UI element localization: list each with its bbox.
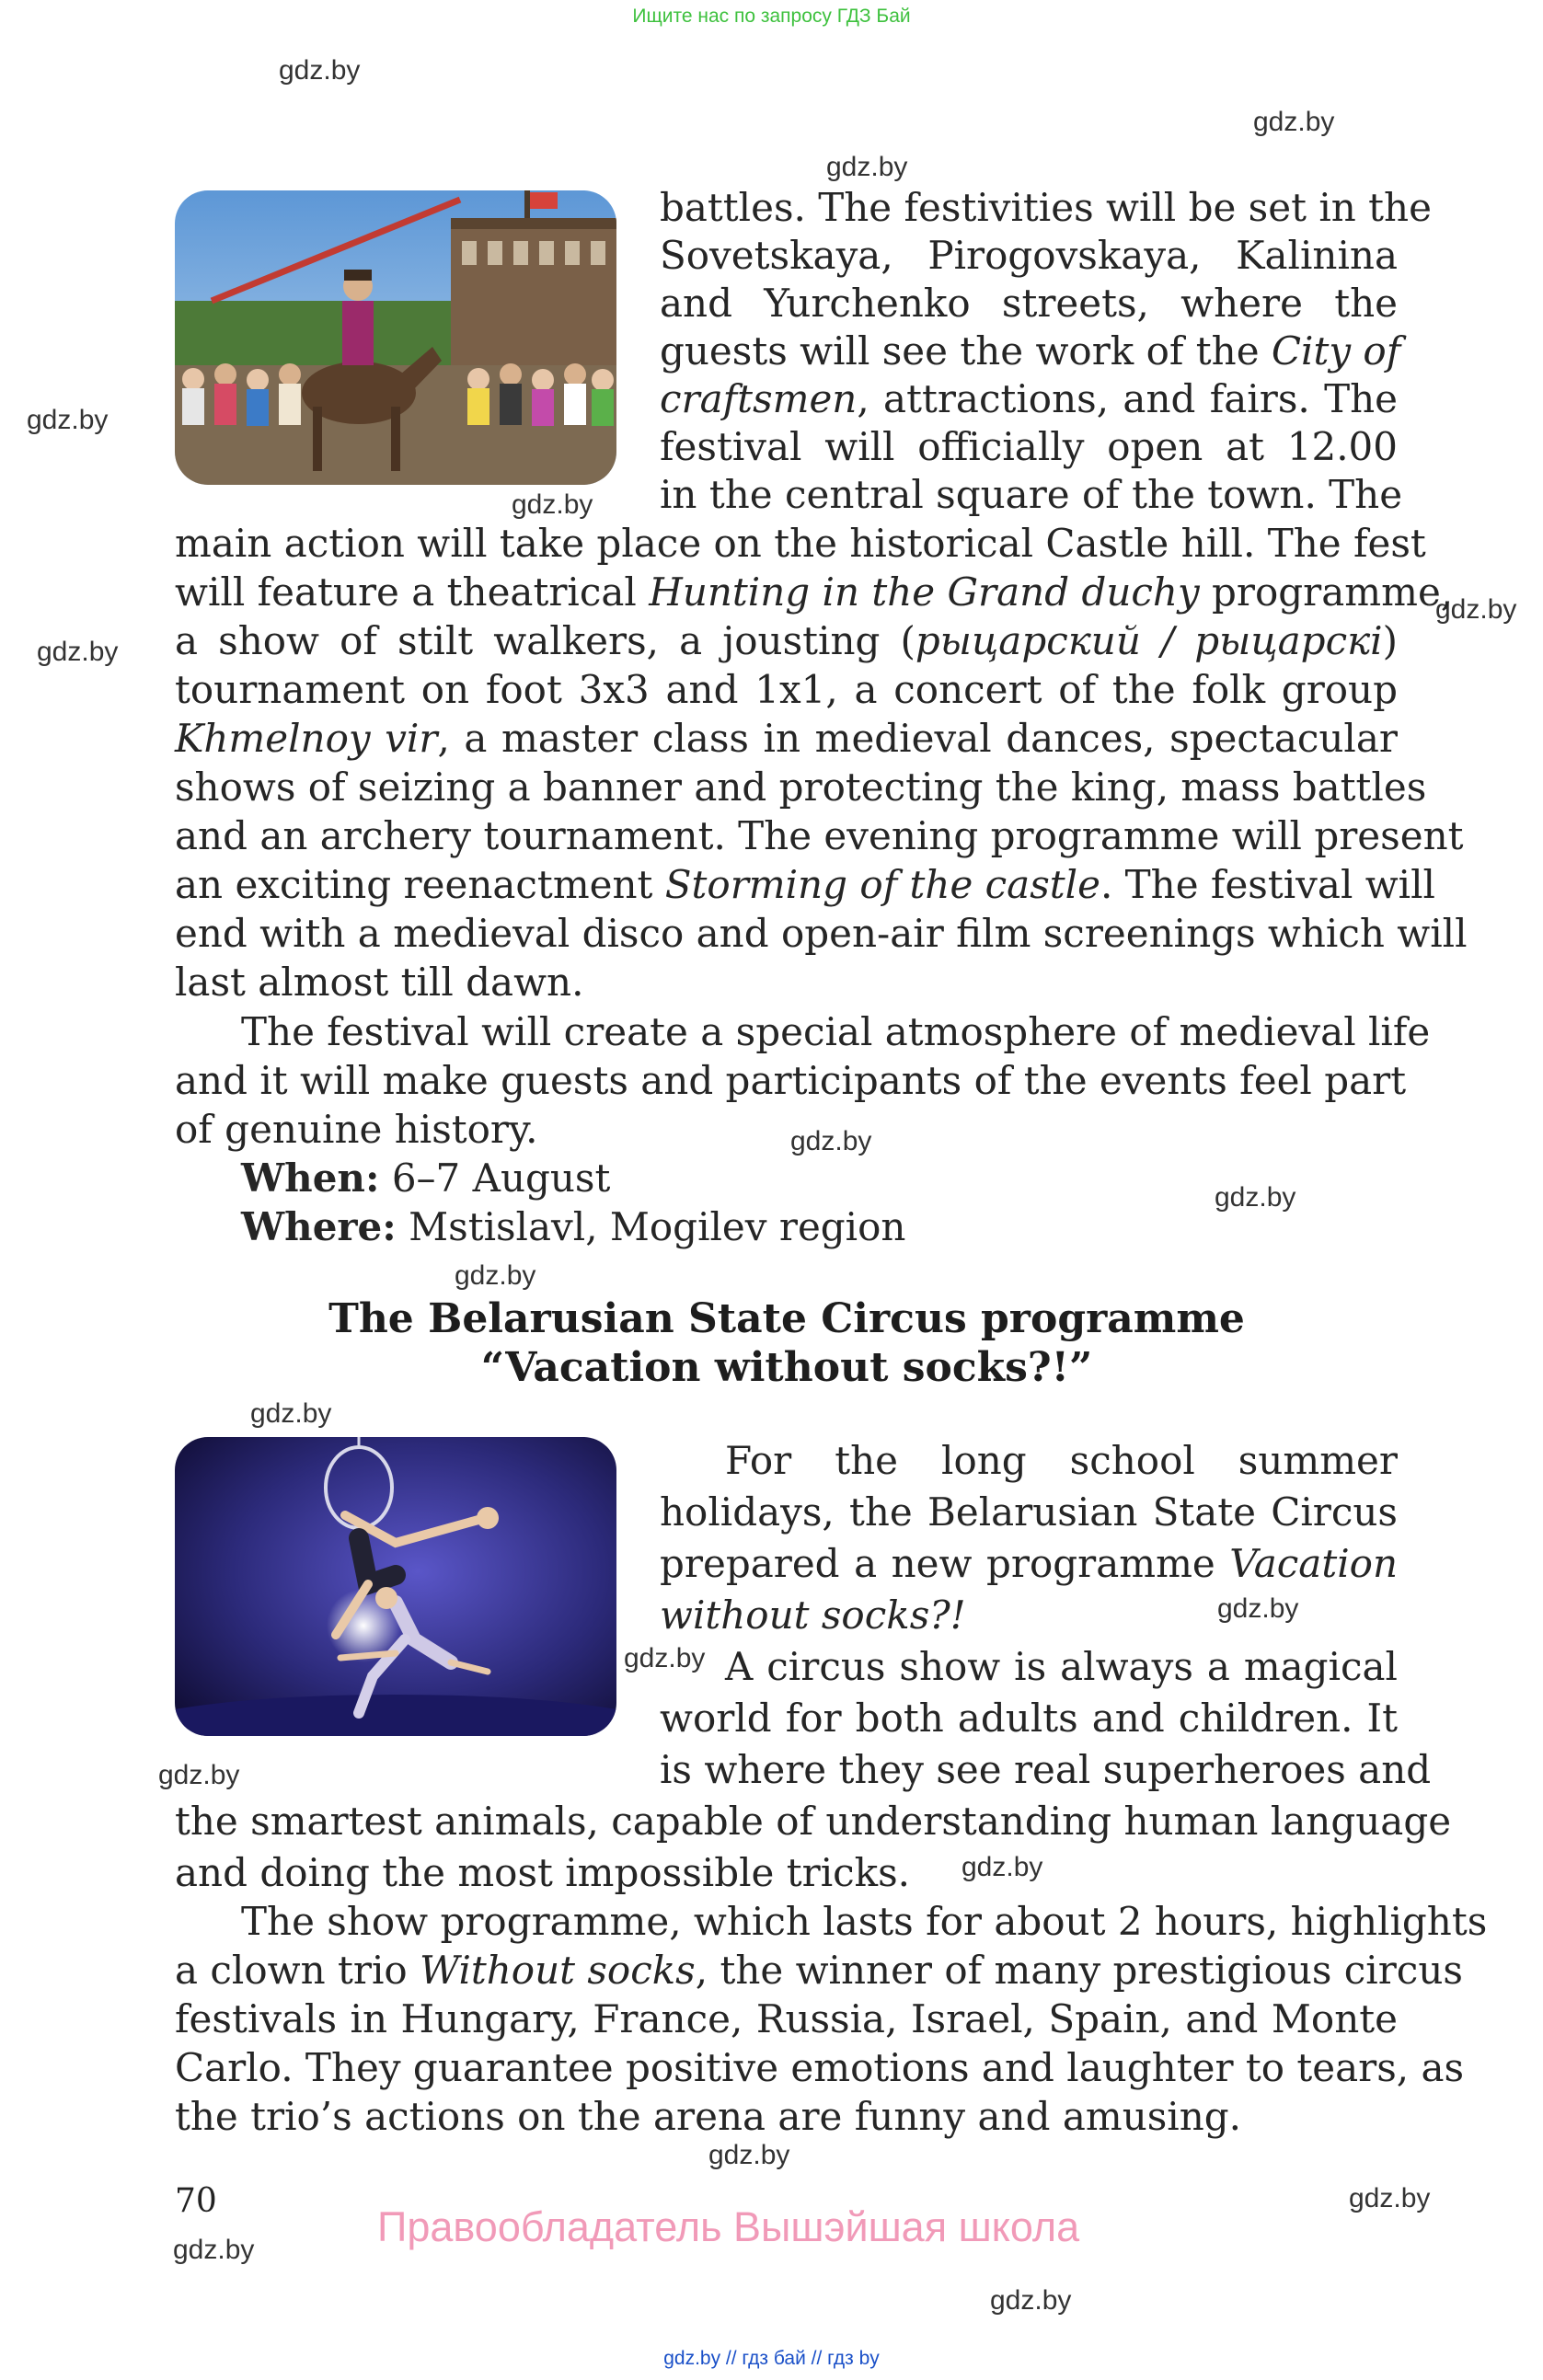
text-line: a show of stilt walkers, a jousting (рыцарский / рыцарскі) [175,618,1398,663]
watermark: gdz.by [1435,594,1517,625]
text-line: of genuine history. [175,1107,538,1152]
text-line: festivals in Hungary, France, Russia, Israel, Spain, and Monte [175,1996,1398,2041]
watermark: gdz.by [173,2235,255,2265]
text-line: For the long school summer [725,1438,1398,1483]
section-heading-subtitle: “Vacation without socks?!” [480,1344,1093,1391]
text-line: shows of seizing a banner and protecting the king, mass battles [175,765,1427,810]
where-line: Where: Mstislavl, Mogilev region [241,1204,906,1249]
text-line: the smartest animals, capable of understanding human language [175,1799,1452,1844]
text-line: Khmelnoy vir, a master class in medieval dances, spectacular [175,716,1398,761]
rights-holder: Правообладатель Вышэйшая школа [377,2203,1080,2250]
watermark: gdz.by [158,1760,240,1790]
text-line: A circus show is always a magical [725,1644,1398,1689]
footer-links[interactable]: gdz.by // гдз бай // гдз by [663,2348,880,2369]
text-line: in the central square of the town. The [660,472,1403,517]
watermark: gdz.by [990,2285,1072,2316]
text-line: is where they see real superheroes and [660,1747,1432,1792]
text-line: a clown trio Without socks, the winner of many prestigious circus [175,1948,1463,1993]
watermark: gdz.by [512,489,593,520]
text-line: guests will see the work of the City of [660,328,1401,374]
text-line: tournament on foot 3x3 and 1x1, a concert of the folk group [175,667,1398,712]
text-line: The festival will create a special atmosphere of medieval life [241,1009,1431,1054]
text-line: The show programme, which lasts for about 2 hours, highlights [241,1899,1488,1944]
text-line: and doing the most impossible tricks. [175,1850,911,1895]
watermark: gdz.by [1217,1593,1299,1624]
text-line: battles. The festivities will be set in the [660,185,1432,230]
text-line: and an archery tournament. The evening programme will present [175,813,1464,858]
text-line: the trio’s actions on the arena are funny and amusing. [175,2094,1242,2139]
watermark: gdz.by [708,2140,790,2170]
text-line: main action will take place on the historical Castle hill. The fest [175,521,1426,566]
page-number: 70 [175,2182,217,2220]
watermark: gdz.by [1349,2183,1431,2213]
text-line: an exciting reenactment Storming of the castle. The festival will [175,862,1435,907]
watermark: gdz.by [37,637,119,667]
watermark: gdz.by [250,1398,332,1429]
when-line: When: 6–7 August [241,1156,611,1201]
watermark: gdz.by [27,405,109,435]
festival-rider-photo [175,190,616,485]
text-line: Carlo. They guarantee positive emotions and laughter to tears, as [175,2045,1465,2090]
text-line: without socks?! [660,1592,966,1638]
circus-acrobats-photo [175,1437,616,1736]
text-line: world for both adults and children. It [660,1696,1398,1741]
text-line: Sovetskaya, Pirogovskaya, Kalinina [660,233,1398,278]
text-line: craftsmen, attractions, and fairs. The [660,376,1398,421]
watermark: gdz.by [961,1852,1043,1882]
text-line: last almost till dawn. [175,960,584,1005]
text-line: and it will make guests and participants of the events feel part [175,1058,1407,1103]
top-banner[interactable]: Ищите нас по запросу ГДЗ Бай [632,6,911,27]
watermark: gdz.by [279,55,361,86]
watermark: gdz.by [790,1126,872,1156]
text-line: and Yurchenko streets, where the [660,281,1398,326]
section-heading: The Belarusian State Circus programme [328,1295,1245,1342]
text-line: holidays, the Belarusian State Circus [660,1489,1398,1535]
watermark: gdz.by [624,1643,706,1673]
watermark: gdz.by [455,1260,536,1291]
text-line: will feature a theatrical Hunting in the Grand duchy programme, [175,569,1454,615]
text-line: end with a medieval disco and open-air film screenings which will [175,911,1468,956]
watermark: gdz.by [1253,107,1335,137]
watermark: gdz.by [1215,1182,1296,1213]
text-line: festival will officially open at 12.00 [660,424,1398,469]
text-line: prepared a new programme Vacation [660,1541,1398,1586]
watermark: gdz.by [826,152,908,182]
